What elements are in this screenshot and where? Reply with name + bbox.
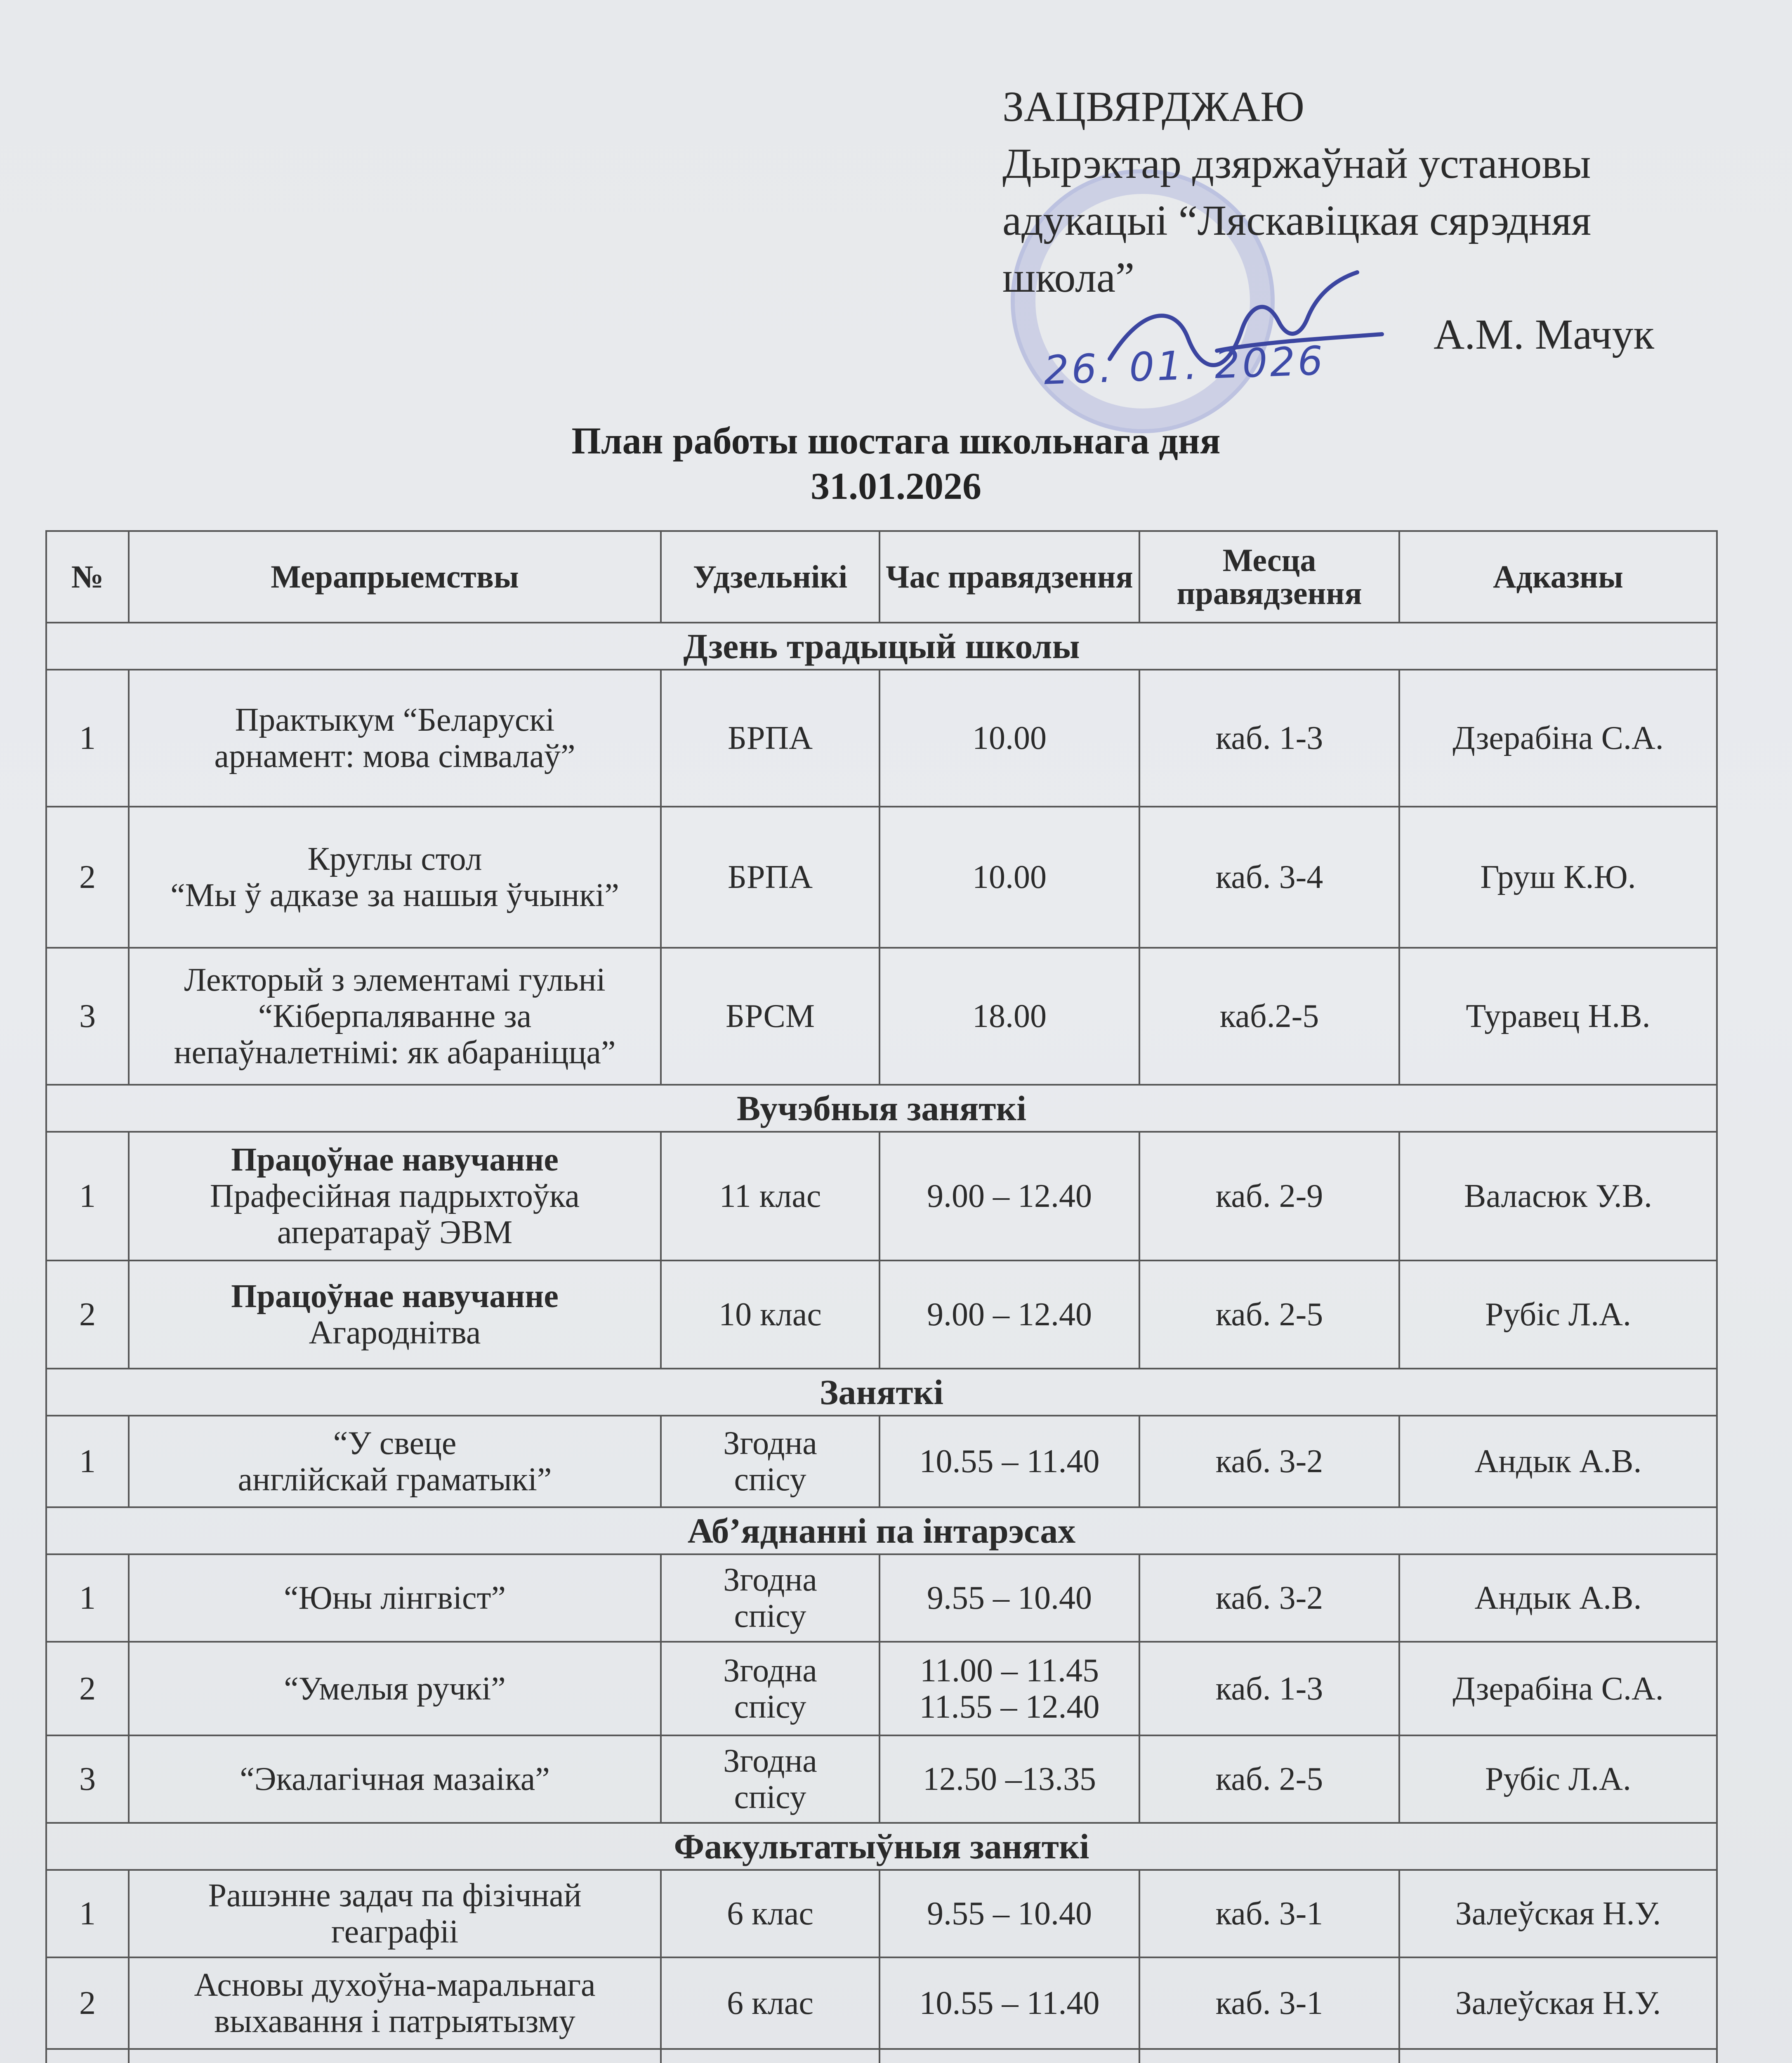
cell-participants: 6 клас: [661, 1957, 879, 2049]
participants-line: Згодна: [723, 1743, 817, 1779]
cell-num: 1: [46, 1554, 129, 1642]
cell-responsible: Залеўская Н.У.: [1399, 1957, 1717, 2049]
cell-event: [129, 948, 661, 1085]
participants-line: Згодна: [723, 1562, 817, 1598]
cell-event: [129, 807, 661, 948]
cell-time: 10.00: [879, 670, 1139, 807]
table-row: [46, 948, 1717, 1085]
table-row: [46, 1642, 1717, 1735]
cell-participants: БРПА: [661, 670, 879, 807]
cell-place: каб.2-5: [1139, 948, 1399, 1085]
cell-time: 9.00 – 12.40: [879, 1132, 1139, 1260]
table-row: [46, 1957, 1717, 2049]
cell-event: “Умелыя ручкі”: [129, 1642, 661, 1735]
cell-num: [46, 2049, 129, 2063]
cell-time: [879, 2049, 1139, 2063]
cell-event: “Юны лінгвіст”: [129, 1554, 661, 1642]
cell-responsible: Груш К.Ю.: [1399, 807, 1717, 948]
cell-participants: 10 клас: [661, 1260, 879, 1369]
table-row: [46, 1735, 1717, 1823]
cell-place: каб. 2-5: [1139, 1735, 1399, 1823]
cell-time: 9.00 – 12.40: [879, 1260, 1139, 1369]
event-line: Круглы стол: [307, 841, 482, 877]
event-line: геаграфіі: [331, 1914, 459, 1950]
cell-responsible: Дзерабіна С.А.: [1399, 1642, 1717, 1735]
table-row: [46, 670, 1717, 807]
cell-num: 2: [46, 807, 129, 948]
section-title: Факультатыўныя заняткі: [46, 1823, 1717, 1870]
cell-num: 2: [46, 1642, 129, 1735]
cell-time: 9.55 – 10.40: [879, 1870, 1139, 1957]
participants-line: Згодна: [723, 1652, 817, 1689]
cell-place: каб. 2-9: [1139, 1132, 1399, 1260]
cell-event: [129, 1870, 661, 1957]
approval-signer: А.М. Мачук: [1434, 311, 1654, 358]
cell-event: [129, 1260, 661, 1369]
section-title: Заняткі: [46, 1369, 1717, 1416]
event-line: непаўналетнімі: як абараніцца”: [174, 1034, 616, 1071]
event-line: “Кіберпаляванне за: [258, 998, 532, 1034]
section-title: Вучэбныя заняткі: [46, 1085, 1717, 1132]
cell-event: [129, 2049, 661, 2063]
cell-responsible: Рубіс Л.А.: [1399, 1260, 1717, 1369]
event-line: “У свеце: [333, 1425, 457, 1461]
cell-responsible: Рубіс Л.А.: [1399, 1735, 1717, 1823]
cell-time: 10.55 – 11.40: [879, 1957, 1139, 2049]
approval-line-1: Дырэктар дзяржаўнай установы: [1002, 140, 1591, 187]
header-event: Мерапрыемствы: [129, 531, 661, 623]
section-title: Аб’яднанні па інтарэсах: [46, 1507, 1717, 1554]
event-line: Практыкум “Беларускі: [235, 702, 555, 738]
section-row: [46, 1369, 1717, 1416]
event-line: Лекторый з элементамі гульні: [184, 962, 606, 998]
event-line: арнамент: мова сімвалаў”: [214, 738, 575, 774]
cell-participants: [661, 1554, 879, 1642]
participants-line: спісу: [734, 1461, 806, 1498]
cell-participants: [661, 1416, 879, 1507]
approval-heading: ЗАЦВЯРДЖАЮ: [1002, 83, 1305, 130]
cell-participants: [661, 1642, 879, 1735]
event-line: “Мы ў адказе за нашыя ўчынкі”: [170, 877, 619, 913]
cell-responsible: [1399, 2049, 1717, 2063]
approval-line-2: адукацыі “Ляскавіцкая сярэдняя: [1002, 197, 1592, 244]
table-row: [46, 1416, 1717, 1507]
table-row: [46, 807, 1717, 948]
cell-num: 3: [46, 1735, 129, 1823]
cell-time: 12.50 –13.35: [879, 1735, 1139, 1823]
header-time: Час правядзення: [879, 531, 1139, 623]
section-row: [46, 1507, 1717, 1554]
approval-block: [1002, 78, 1704, 363]
header-num: №: [46, 531, 129, 623]
cell-place: [1139, 2049, 1399, 2063]
event-line: Прафесійная падрыхтоўка: [210, 1178, 580, 1214]
cell-event: [129, 670, 661, 807]
cell-responsible: Валасюк У.В.: [1399, 1132, 1717, 1260]
cell-participants: [661, 2049, 879, 2063]
cell-time: 10.55 – 11.40: [879, 1416, 1139, 1507]
table-row: [46, 1260, 1717, 1369]
table-row: [46, 1870, 1717, 1957]
header-responsible: Адказны: [1399, 531, 1717, 623]
cell-responsible: Андык А.В.: [1399, 1554, 1717, 1642]
header-place: Месца правядзення: [1139, 531, 1399, 623]
cell-participants: 11 клас: [661, 1132, 879, 1260]
cell-place: каб. 1-3: [1139, 1642, 1399, 1735]
section-row: [46, 1085, 1717, 1132]
cell-num: 2: [46, 1957, 129, 2049]
cell-place: каб. 3-1: [1139, 1870, 1399, 1957]
cell-responsible: Дзерабіна С.А.: [1399, 670, 1717, 807]
handwritten-date: 26. 01. 2026: [1043, 338, 1326, 394]
event-bold-line: Працоўнае навучанне: [231, 1142, 559, 1178]
cell-time: [879, 1642, 1139, 1735]
cell-participants: БРСМ: [661, 948, 879, 1085]
page-date: 31.01.2026: [811, 465, 981, 507]
table-row: [46, 2049, 1717, 2063]
table-row: [46, 1132, 1717, 1260]
time-line: 11.55 – 12.40: [919, 1688, 1100, 1725]
table-header-row: [46, 531, 1717, 623]
participants-line: спісу: [734, 1779, 806, 1815]
header-participants: Удзельнікі: [661, 531, 879, 623]
cell-time: 18.00: [879, 948, 1139, 1085]
cell-place: каб. 3-2: [1139, 1554, 1399, 1642]
participants-line: Згодна: [723, 1425, 817, 1461]
cell-event: [129, 1416, 661, 1507]
section-title: Дзень традыцый школы: [46, 623, 1717, 670]
page-title: План работы шостага школьнага дня: [571, 420, 1221, 462]
cell-responsible: Андык А.В.: [1399, 1416, 1717, 1507]
plan-table: [45, 530, 1718, 2063]
cell-responsible: Туравец Н.В.: [1399, 948, 1717, 1085]
cell-time: 10.00: [879, 807, 1139, 948]
cell-time: 9.55 – 10.40: [879, 1554, 1139, 1642]
cell-event: “Экалагічная мазаіка”: [129, 1735, 661, 1823]
cell-participants: 6 клас: [661, 1870, 879, 1957]
cell-place: каб. 3-2: [1139, 1416, 1399, 1507]
cell-num: 1: [46, 1416, 129, 1507]
section-row: [46, 623, 1717, 670]
cell-num: 1: [46, 670, 129, 807]
cell-place: каб. 3-1: [1139, 1957, 1399, 2049]
cell-event: [129, 1957, 661, 2049]
cell-event: [129, 1132, 661, 1260]
cell-place: каб. 3-4: [1139, 807, 1399, 948]
cell-participants: [661, 1735, 879, 1823]
event-line: англійскай граматыкі”: [238, 1461, 552, 1498]
approval-line-3: школа”: [1002, 254, 1135, 301]
cell-place: каб. 1-3: [1139, 670, 1399, 807]
event-line: выхавання і патрыятызму: [214, 2003, 575, 2039]
cell-num: 2: [46, 1260, 129, 1369]
event-line: аператараў ЭВМ: [277, 1214, 513, 1251]
time-line: 11.00 – 11.45: [920, 1652, 1099, 1689]
cell-num: 1: [46, 1870, 129, 1957]
event-line: Рашэнне задач па фізічнай: [208, 1877, 582, 1914]
cell-num: 3: [46, 948, 129, 1085]
participants-line: спісу: [734, 1688, 806, 1725]
event-bold-line: Працоўнае навучанне: [231, 1278, 559, 1315]
event-line: Агароднітва: [309, 1315, 481, 1351]
cell-responsible: Залеўская Н.У.: [1399, 1870, 1717, 1957]
section-row: [46, 1823, 1717, 1870]
cell-num: 1: [46, 1132, 129, 1260]
event-line: Асновы духоўна-маральнага: [194, 1967, 596, 2003]
table-row: [46, 1554, 1717, 1642]
participants-line: спісу: [734, 1598, 806, 1634]
cell-place: каб. 2-5: [1139, 1260, 1399, 1369]
cell-participants: БРПА: [661, 807, 879, 948]
